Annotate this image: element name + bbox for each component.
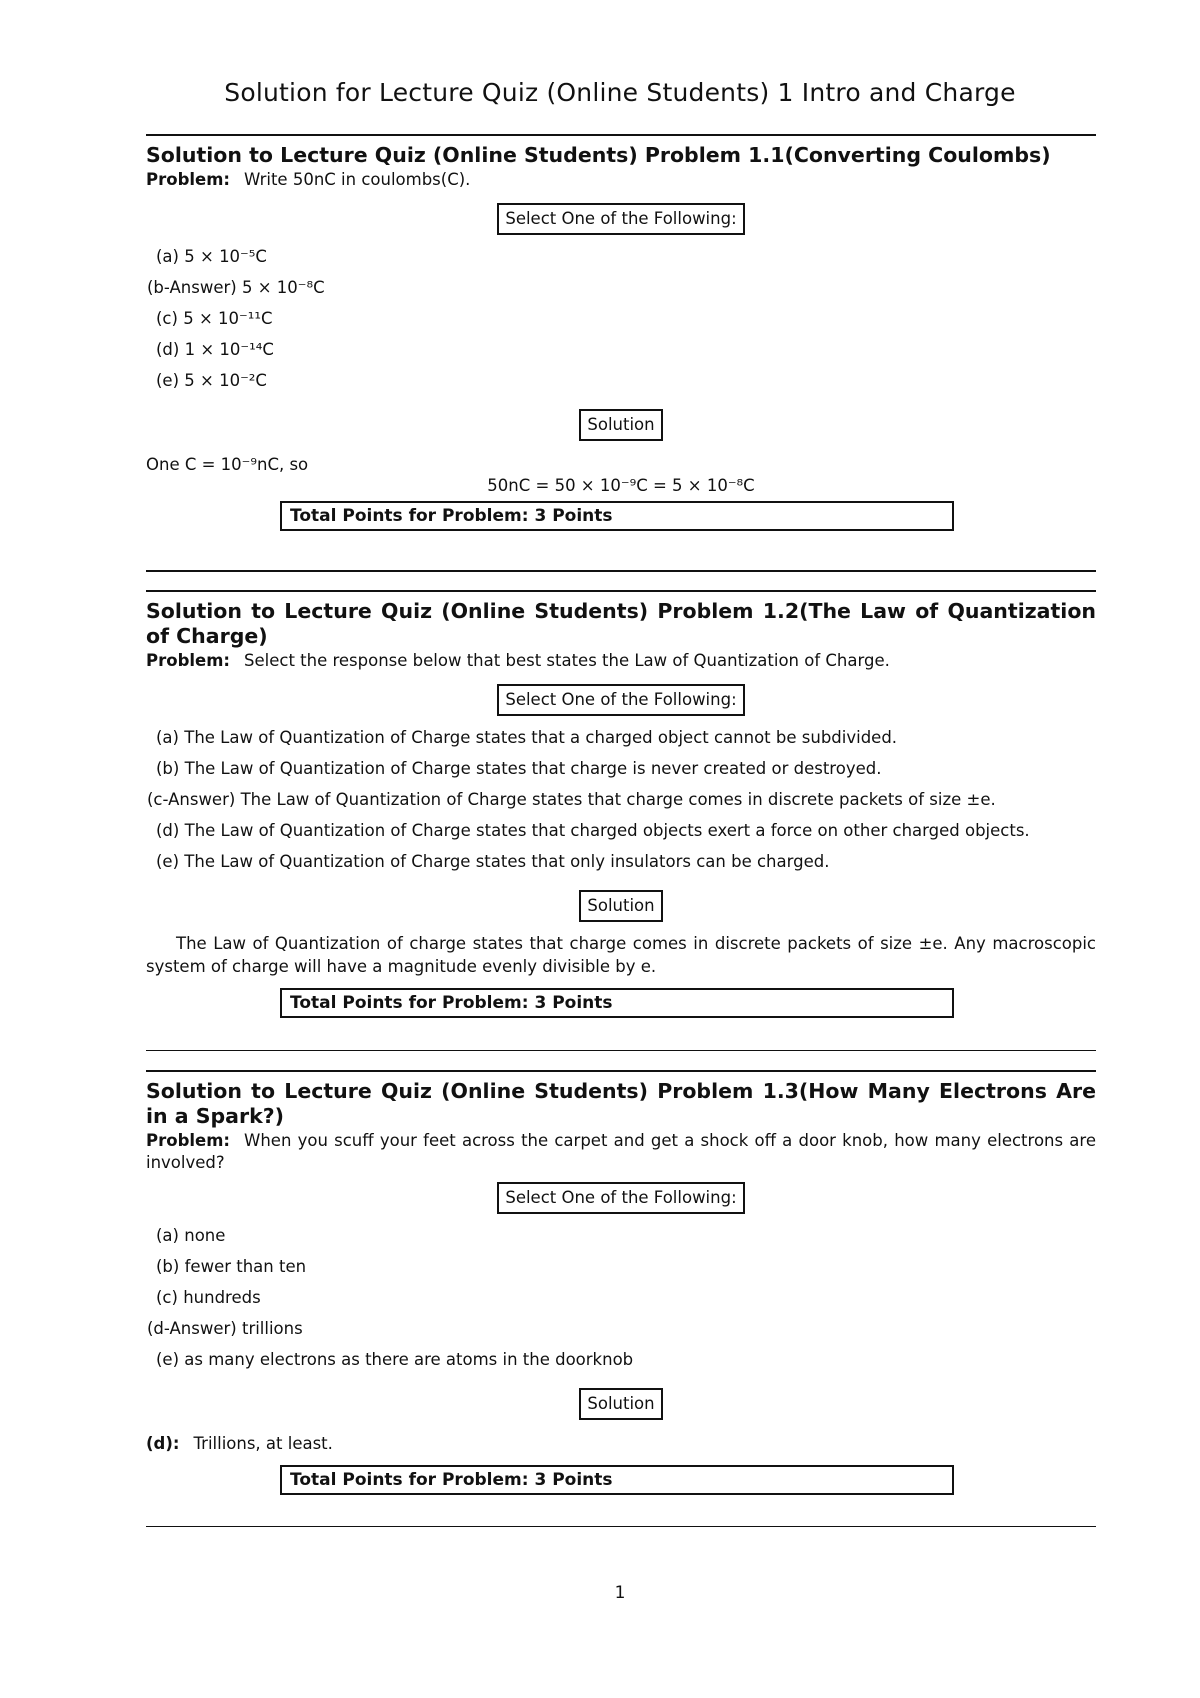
option-b bbox=[146, 1256, 1096, 1287]
problem-statement bbox=[146, 1130, 1096, 1174]
problem-title: Solution to Lecture Quiz (Online Students) Problem 1.1(Converting Coulombs) bbox=[146, 143, 1051, 167]
option-text: The Law of Quantization of Charge states that charged objects exert a force on other charged objects. bbox=[184, 821, 1030, 840]
option-c bbox=[146, 308, 1096, 339]
solution-label: Solution bbox=[579, 1388, 662, 1420]
option-d bbox=[146, 339, 1096, 370]
option-key: (d-Answer) bbox=[147, 1319, 237, 1338]
option-key: (e) bbox=[156, 1350, 180, 1369]
problem-title: Solution to Lecture Quiz (Online Students) Problem 1.3(How Many Electrons Are in a Spark?) bbox=[146, 1079, 1096, 1128]
option-text: The Law of Quantization of Charge states that only insulators can be charged. bbox=[184, 852, 830, 871]
option-text: The Law of Quantization of Charge states that a charged object cannot be subdivided. bbox=[184, 728, 898, 747]
section-divider bbox=[146, 1070, 1096, 1072]
problem-text: Select the response below that best states the Law of Quantization of Charge. bbox=[244, 651, 890, 670]
options-list bbox=[146, 246, 1096, 401]
solution-label: Solution bbox=[579, 890, 662, 922]
section-divider bbox=[146, 134, 1096, 136]
options-list bbox=[146, 727, 1096, 882]
option-b-answer bbox=[146, 277, 1096, 308]
option-key: (e) bbox=[156, 852, 180, 871]
option-key: (a) bbox=[156, 1226, 179, 1245]
option-c bbox=[146, 1287, 1096, 1318]
select-one-label: Select One of the Following: bbox=[497, 203, 744, 235]
select-box-wrap bbox=[146, 684, 1096, 716]
options-list bbox=[146, 1225, 1096, 1380]
page-number: 1 bbox=[614, 1583, 626, 1603]
problem-1-2 bbox=[146, 599, 1096, 1018]
section-divider bbox=[146, 1050, 1096, 1051]
option-e bbox=[146, 851, 1096, 882]
problem-1-3 bbox=[146, 1079, 1096, 1495]
option-b bbox=[146, 758, 1096, 789]
solution-text: One C = 10⁻⁹nC, so bbox=[146, 455, 309, 474]
select-one-label: Select One of the Following: bbox=[497, 1182, 744, 1214]
problem-text: When you scuff your feet across the carpet and get a shock off a door knob, how many electrons are involved? bbox=[146, 1131, 1096, 1172]
select-box-wrap bbox=[146, 203, 1096, 235]
option-e bbox=[146, 370, 1096, 401]
select-one-label: Select One of the Following: bbox=[497, 684, 744, 716]
option-text: none bbox=[184, 1226, 226, 1245]
total-points-box: Total Points for Problem: 3 Points bbox=[280, 501, 954, 531]
option-text: 5 × 10⁻²C bbox=[184, 371, 267, 390]
section-divider bbox=[146, 1526, 1096, 1527]
option-key: (e) bbox=[156, 371, 180, 390]
option-text: 1 × 10⁻¹⁴C bbox=[184, 340, 274, 359]
solution-text: Trillions, at least. bbox=[193, 1434, 333, 1453]
page-title: Solution for Lecture Quiz (Online Students) 1 Intro and Charge bbox=[224, 78, 1016, 107]
option-text: 5 × 10⁻⁸C bbox=[241, 278, 325, 297]
option-key: (a) bbox=[156, 728, 179, 747]
option-text: as many electrons as there are atoms in the doorknob bbox=[184, 1350, 634, 1369]
option-text: 5 × 10⁻¹¹C bbox=[183, 309, 273, 328]
solution-box-wrap bbox=[146, 890, 1096, 922]
option-key: (c) bbox=[156, 309, 178, 328]
solution-label: Solution bbox=[579, 409, 662, 441]
option-key: (c-Answer) bbox=[147, 790, 236, 809]
option-text: The Law of Quantization of Charge states that charge is never created or destroyed. bbox=[184, 759, 882, 778]
problem-1-1 bbox=[146, 143, 1096, 531]
solution-box-wrap bbox=[146, 409, 1096, 441]
option-text: trillions bbox=[241, 1319, 303, 1338]
option-key: (b) bbox=[156, 1257, 180, 1276]
option-text: 5 × 10⁻⁵C bbox=[184, 247, 267, 266]
option-key: (b) bbox=[156, 759, 180, 778]
option-a bbox=[146, 727, 1096, 758]
option-key: (c) bbox=[156, 1288, 178, 1307]
option-d-answer bbox=[146, 1318, 1096, 1349]
problem-label: Problem: bbox=[146, 170, 231, 189]
solution-equation: 50nC = 50 × 10⁻⁹C = 5 × 10⁻⁸C bbox=[487, 476, 755, 495]
option-key: (d) bbox=[156, 821, 180, 840]
select-box-wrap bbox=[146, 1182, 1096, 1214]
option-text: hundreds bbox=[183, 1288, 261, 1307]
option-key: (d) bbox=[156, 340, 180, 359]
option-a bbox=[146, 246, 1096, 277]
option-c-answer bbox=[146, 789, 1096, 820]
solution-box-wrap bbox=[146, 1388, 1096, 1420]
solution-key: (d): bbox=[146, 1434, 180, 1453]
option-text: The Law of Quantization of Charge states that charge comes in discrete packets of size ±e. bbox=[240, 790, 996, 809]
solution-statement bbox=[146, 1432, 1096, 1455]
option-key: (a) bbox=[156, 247, 179, 266]
total-points-box: Total Points for Problem: 3 Points bbox=[280, 1465, 954, 1495]
option-e bbox=[146, 1349, 1096, 1380]
solution-text: The Law of Quantization of charge states that charge comes in discrete packets of size ±e. Any macroscopic system of charge will have a magnitude evenly divisible by e. bbox=[146, 934, 1096, 976]
problem-statement bbox=[146, 169, 1096, 191]
option-text: fewer than ten bbox=[184, 1257, 307, 1276]
problem-label: Problem: bbox=[146, 1131, 231, 1150]
problem-text: Write 50nC in coulombs(C). bbox=[244, 170, 471, 189]
section-divider bbox=[146, 570, 1096, 572]
section-divider bbox=[146, 590, 1096, 592]
total-points-box: Total Points for Problem: 3 Points bbox=[280, 988, 954, 1018]
option-a bbox=[146, 1225, 1096, 1256]
problem-statement bbox=[146, 650, 1096, 672]
problem-label: Problem: bbox=[146, 651, 231, 670]
option-d bbox=[146, 820, 1096, 851]
option-key: (b-Answer) bbox=[147, 278, 237, 297]
problem-title: Solution to Lecture Quiz (Online Students) Problem 1.2(The Law of Quantization of Charge) bbox=[146, 599, 1096, 648]
